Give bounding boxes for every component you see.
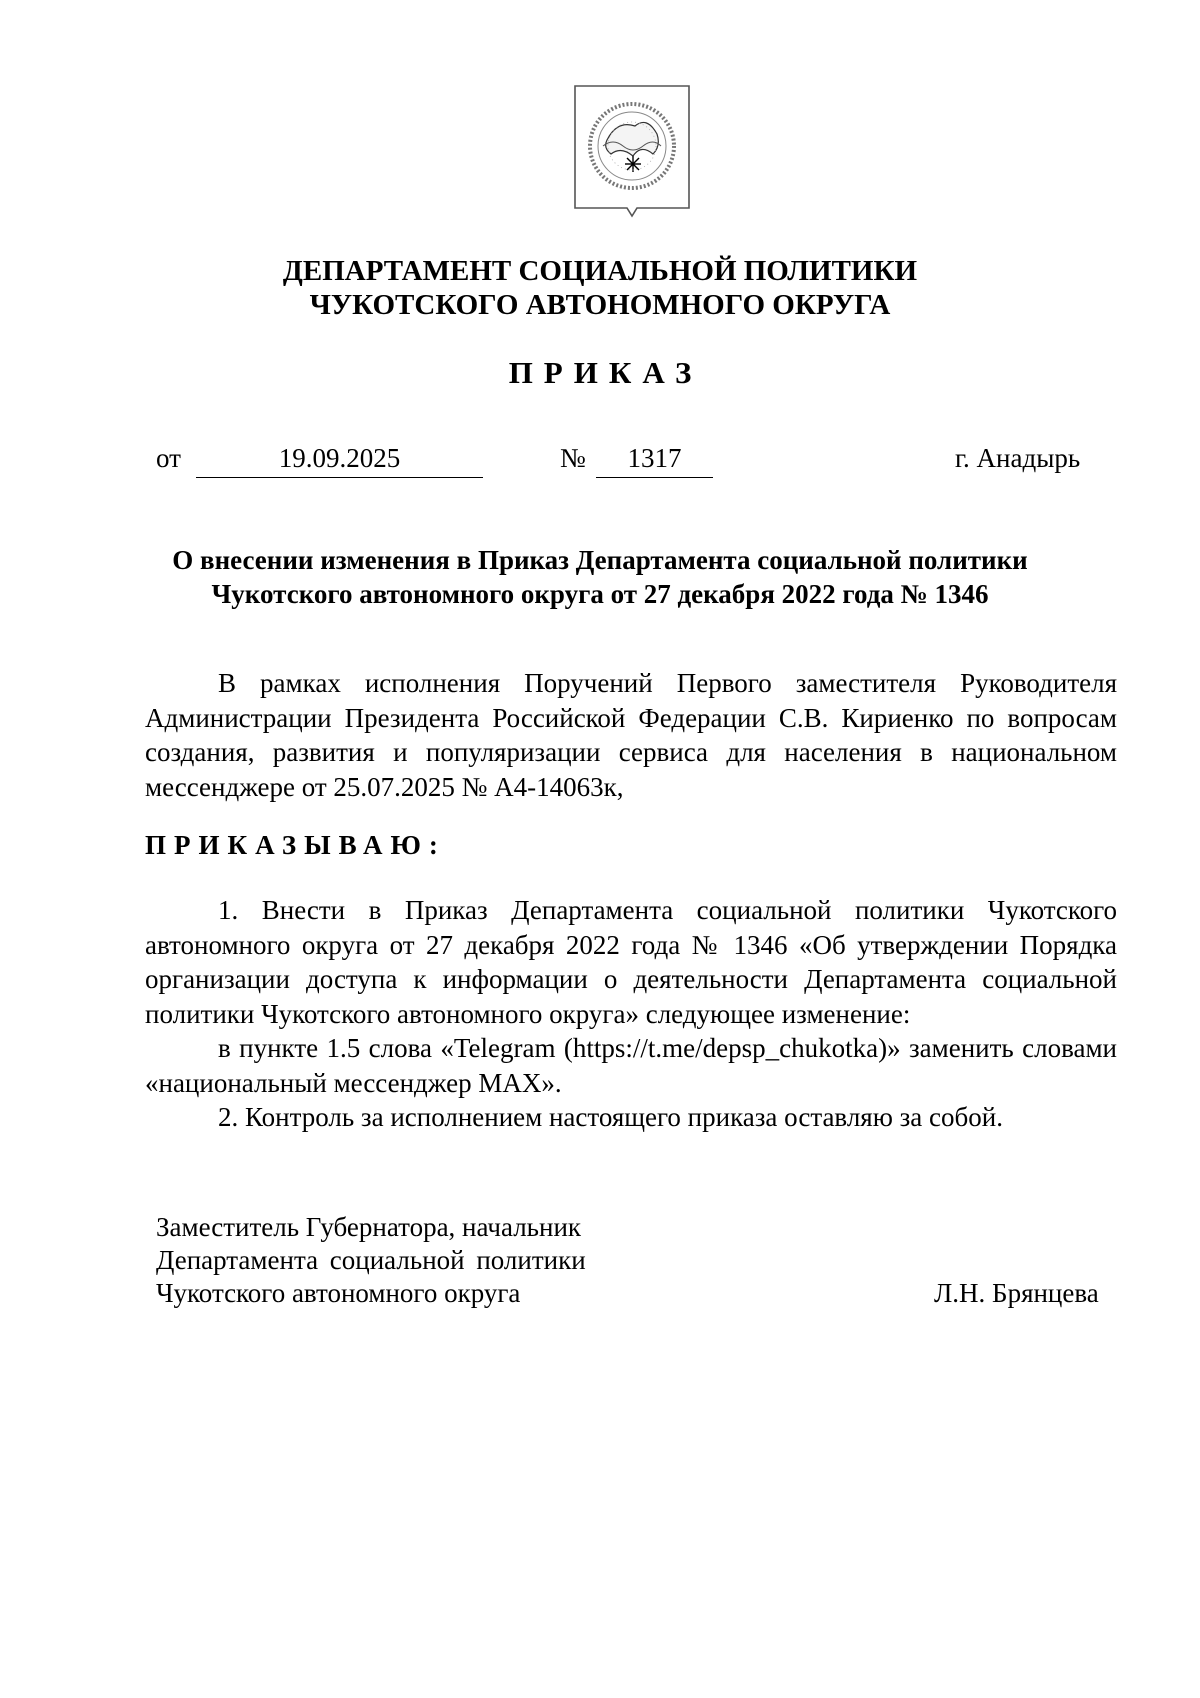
signatory-name: Л.Н. Брянцева — [934, 1278, 1099, 1308]
document-date: 19.09.2025 — [196, 442, 483, 478]
organization-name-line2: ЧУКОТСКОГО АВТОНОМНОГО ОКРУГА — [309, 289, 891, 321]
document-place: г. Анадырь — [955, 443, 1081, 473]
signature-position-line3: Чукотского автономного округа — [156, 1278, 521, 1308]
coat-of-arms-icon — [573, 84, 691, 236]
order-item-2: 2. Контроль за исполнением настоящего приказа оставляю за собой. — [218, 1102, 1003, 1132]
organization-name-line1: ДЕПАРТАМЕНТ СОЦИАЛЬНОЙ ПОЛИТИКИ — [282, 255, 918, 287]
document-type: ПРИКАЗ — [508, 355, 703, 390]
signature-position-line1: Заместитель Губернатора, начальник — [156, 1212, 582, 1242]
number-prefix: № — [560, 443, 586, 473]
signature-position — [156, 1211, 586, 1310]
order-item-1-detail: в пункте 1.5 слова «Telegram (https://t.me/depsp_chukotka)» заменить словами «национальный мессенджер MAX». — [145, 1033, 1117, 1098]
order-item-1: 1. Внести в Приказ Департамента социальной политики Чукотского автономного округа от 27 декабря 2022 года № 1346 «Об утверждении Порядка организации доступа к информации о деятельности Департамента социальной политики Чукотского автономного округа» следующее изменение: — [145, 895, 1117, 1029]
order-word: ПРИКАЗЫВАЮ: — [145, 830, 446, 860]
document-number: 1317 — [596, 442, 713, 478]
date-prefix: от — [156, 443, 181, 473]
subject-line1: О внесении изменения в Приказ Департамента социальной политики — [172, 545, 1028, 575]
preamble-paragraph: В рамках исполнения Поручений Первого заместителя Руководителя Администрации Президента Российской Федерации С.В. Кириенко по вопросам создания, развития и популяризации сервиса для населения в национальном мессенджере от 25.07.2025 № А4-14063к, — [145, 668, 1117, 802]
signature-position-line2: Департамента социальной политики — [156, 1245, 586, 1275]
subject-line2: Чукотского автономного округа от 27 декабря 2022 года № 1346 — [211, 579, 989, 609]
